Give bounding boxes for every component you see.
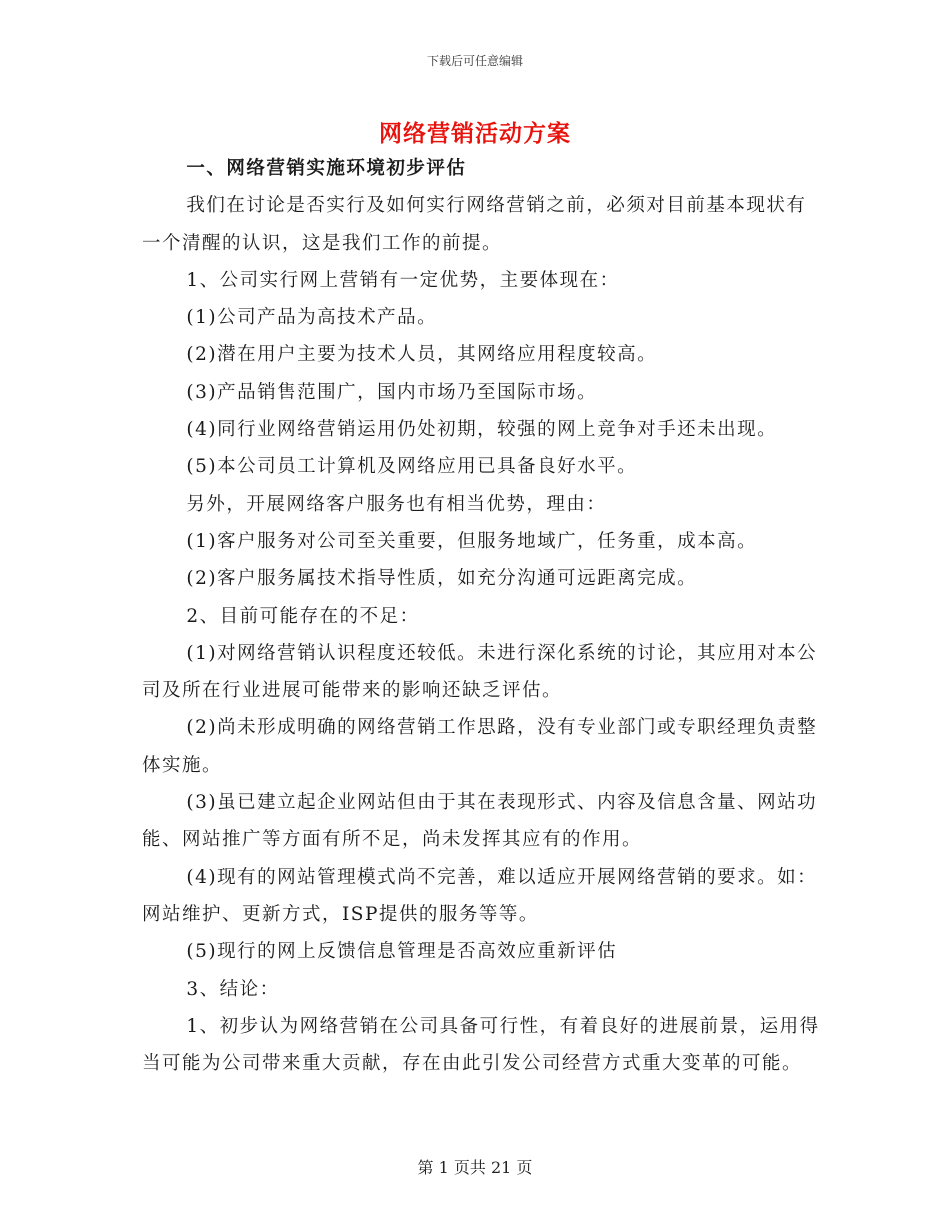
paragraph: 1、初步认为网络营销在公司具备可行性，有着良好的进展前景，运用得当可能为公司带来重大贡献，存在由此引发公司经营方式重大变革的可能。	[142, 1015, 820, 1075]
paragraph: (4)现有的网站管理模式尚不完善，难以适应开展网络营销的要求。如：网站维护、更新方式，ISP提供的服务等等。	[142, 866, 818, 925]
paragraph: (2)客户服务属技术指导性质，如充分沟通可远距离完成。	[186, 568, 698, 590]
paragraph: 1、公司实行网上营销有一定优势，主要体现在：	[186, 269, 620, 291]
paragraph: (2)潜在用户主要为技术人员，其网络应用程度较高。	[186, 344, 658, 366]
paragraph: (3)产品销售范围广，国内市场乃至国际市场。	[186, 381, 598, 403]
paragraph: (4)同行业网络营销运用仍处初期，较强的网上竞争对手还未出现。	[186, 419, 778, 441]
paragraph: (1)客户服务对公司至关重要，但服务地域广，任务重，成本高。	[186, 530, 758, 552]
paragraph: (1)公司产品为高技术产品。	[186, 307, 438, 329]
header-note: 下载后可任意编辑	[426, 54, 523, 68]
page-footer: 第 1 页共 21 页	[417, 1158, 533, 1177]
paragraph: (5)现行的网上反馈信息管理是否高效应重新评估	[186, 941, 618, 963]
paragraph: (2)尚未形成明确的网络营销工作思路，没有专业部门或专职经理负责整体实施。	[142, 717, 818, 776]
paragraph: 我们在讨论是否实行及如何实行网络营销之前，必须对目前基本现状有一个清醒的认识，这是我们工作的前提。	[142, 195, 807, 254]
paragraph: 2、目前可能存在的不足：	[186, 605, 420, 627]
paragraph: 另外，开展网络客户服务也有相当优势，理由：	[186, 493, 607, 515]
paragraph: (5)本公司员工计算机及网络应用已具备良好水平。	[186, 456, 638, 478]
paragraph: 3、结论：	[186, 978, 280, 1000]
paragraph: (3)虽已建立起企业网站但由于其在表现形式、内容及信息含量、网站功能、网站推广等方面有所不足，尚未发挥其应有的作用。	[142, 792, 818, 851]
paragraph: (1)对网络营销认识程度还较低。未进行深化系统的讨论，其应用对本公司及所在行业进展可能带来的影响还缺乏评估。	[142, 642, 818, 702]
section-heading: 一、网络营销实施环境初步评估	[186, 158, 467, 179]
document-title: 网络营销活动方案	[379, 120, 571, 147]
document-body	[142, 150, 822, 1082]
